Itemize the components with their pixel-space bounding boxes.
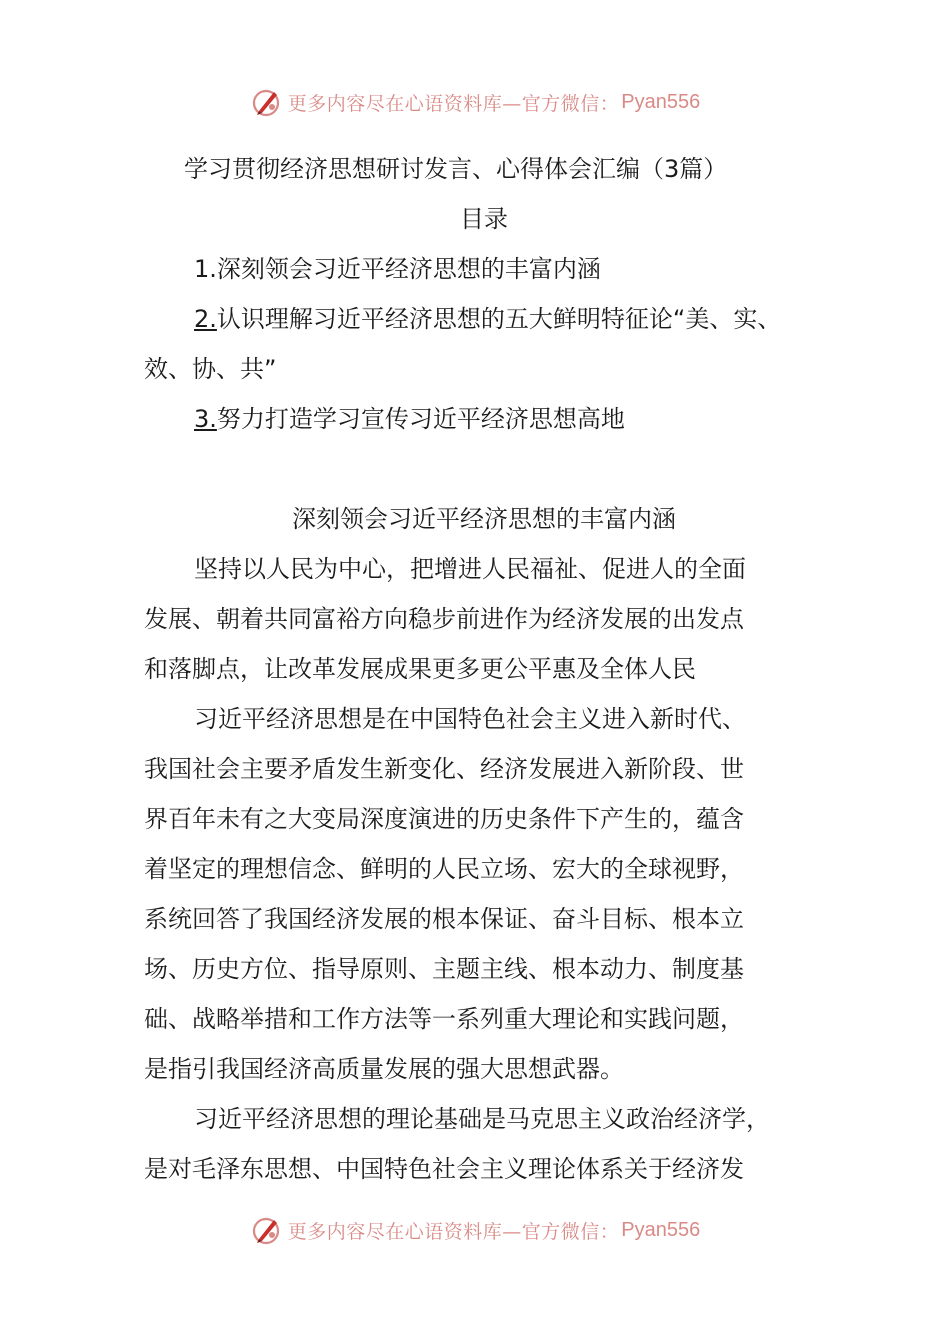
document-body: [144, 144, 824, 1194]
paragraph-line: 我国社会主要矛盾发生新变化、经济发展进入新阶段、世: [144, 755, 744, 783]
toc-item-2[interactable]: [144, 294, 824, 344]
paragraph-line: 发展、朝着共同富裕方向稳步前进作为经济发展的出发点: [144, 605, 744, 633]
paragraph-2: [144, 694, 824, 1094]
toc-item-1-number: 1.: [194, 255, 217, 283]
toc-item-1[interactable]: [144, 244, 824, 294]
paragraph-line: 着坚定的理想信念、鲜明的人民立场、宏大的全球视野，: [144, 855, 744, 883]
toc-item-3-text: 努力打造学习宣传习近平经济思想高地: [216, 405, 625, 433]
paragraph-1: [144, 544, 824, 694]
toc-item-3[interactable]: [144, 394, 824, 444]
paragraph-line: 坚持以人民为中心，把增进人民福祉、促进人的全面: [194, 555, 746, 583]
toc-item-2-text: 认识理解习近平经济思想的五大鲜明特征论“美、实、: [216, 305, 782, 333]
paragraph-line: 场、历史方位、指导原则、主题主线、根本动力、制度基: [144, 955, 744, 983]
paragraph-line: 是对毛泽东思想、中国特色社会主义理论体系关于经济发: [144, 1155, 744, 1183]
section-title: 深刻领会习近平经济思想的丰富内涵: [292, 505, 676, 533]
banner-handle: Pyan556: [621, 90, 701, 113]
toc-item-1-text: 深刻领会习近平经济思想的丰富内涵: [216, 255, 601, 283]
watermark-banner-bottom: [0, 1210, 950, 1250]
paragraph-line: 是指引我国经济高质量发展的强大思想武器。: [144, 1055, 624, 1083]
toc-item-2-number: 2.: [194, 305, 217, 333]
blank-line: [144, 444, 824, 494]
watermark-banner-top: [0, 82, 950, 122]
banner-handle: Pyan556: [621, 1218, 701, 1241]
paragraph-line: 系统回答了我国经济发展的根本保证、奋斗目标、根本立: [144, 905, 744, 933]
paragraph-line: 界百年未有之大变局深度演进的历史条件下产生的，蕴含: [144, 805, 744, 833]
paragraph-line: 习近平经济思想是在中国特色社会主义进入新时代、: [194, 705, 746, 733]
banner-text: 更多内容尽在心语资料库—官方微信：: [287, 1220, 620, 1243]
paragraph-3: [144, 1094, 824, 1194]
pen-logo-icon: [250, 85, 284, 119]
paragraph-line: 和落脚点，让改革发展成果更多更公平惠及全体人民: [144, 655, 696, 683]
toc-heading: 目录: [460, 205, 508, 233]
paragraph-line: 习近平经济思想的理论基础是马克思主义政治经济学，: [194, 1105, 770, 1133]
pen-logo-icon: [250, 1213, 284, 1247]
toc-item-2-continuation[interactable]: 效、协、共”: [144, 355, 277, 383]
toc-item-3-number: 3.: [194, 405, 217, 433]
paragraph-line: 础、战略举措和工作方法等一系列重大理论和实践问题，: [144, 1005, 744, 1033]
document-title: 学习贯彻经济思想研讨发言、心得体会汇编（3篇）: [184, 155, 728, 183]
banner-text: 更多内容尽在心语资料库—官方微信：: [287, 92, 620, 115]
